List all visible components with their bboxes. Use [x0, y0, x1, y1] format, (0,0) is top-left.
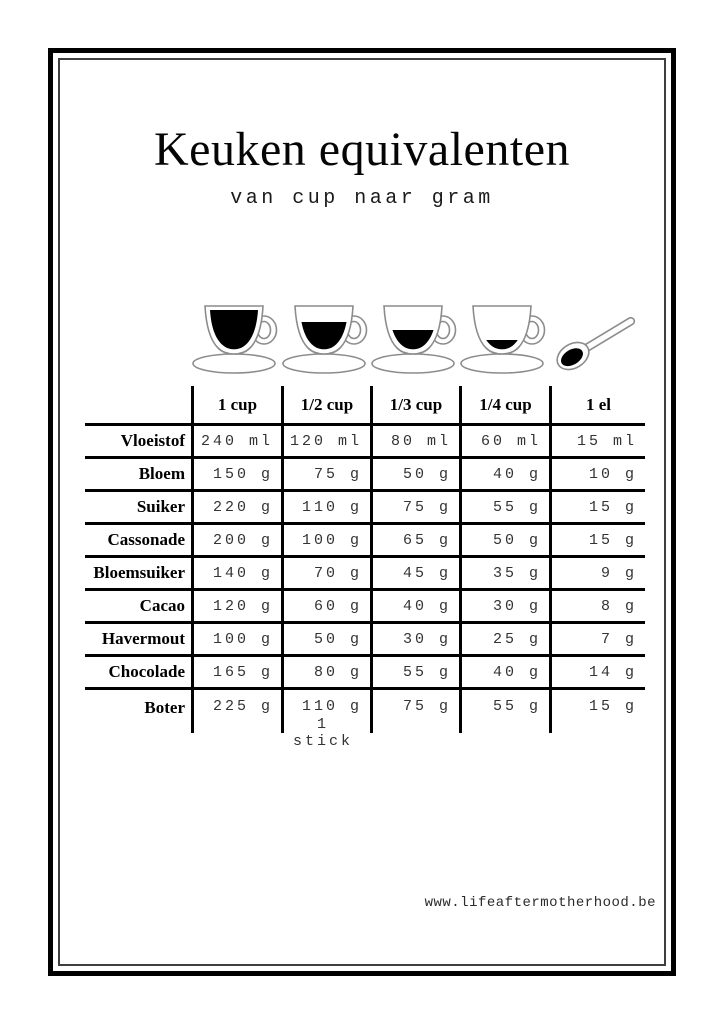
- row-label: Bloemsuiker: [85, 555, 191, 588]
- row-label: Vloeistof: [85, 423, 191, 456]
- cups-row-spacer: [85, 298, 191, 378]
- table-value: 30 g: [370, 621, 459, 654]
- table-value: 40 g: [459, 456, 549, 489]
- column-header-half-cup: 1/2 cup: [281, 386, 370, 423]
- column-header-1cup: 1 cup: [191, 386, 281, 423]
- page-subtitle: van cup naar gram: [230, 187, 494, 211]
- row-label: Havermout: [85, 621, 191, 654]
- table-value: 240 ml: [191, 423, 281, 456]
- table-value: 75 g: [281, 456, 370, 489]
- table-value: 110 g: [281, 489, 370, 522]
- table-value: 50 g: [459, 522, 549, 555]
- row-label: Chocolade: [85, 654, 191, 687]
- table-value: 14 g: [549, 654, 645, 687]
- table-value: 220 g: [191, 489, 281, 522]
- table-value: 80 g: [281, 654, 370, 687]
- table-value: 200 g: [191, 522, 281, 555]
- table-value: [281, 687, 370, 751]
- spoon-icon: [553, 300, 641, 378]
- table-corner-cell: [85, 386, 191, 423]
- table-value: 35 g: [459, 555, 549, 588]
- row-label: Cassonade: [85, 522, 191, 555]
- row-label: Boter: [85, 687, 191, 733]
- table-value: 40 g: [370, 588, 459, 621]
- table-value: 7 g: [549, 621, 645, 654]
- column-header-third-cup: 1/3 cup: [370, 386, 459, 423]
- table-value: 70 g: [281, 555, 370, 588]
- table-value-note: 1 stick: [292, 716, 353, 751]
- table-value: 100 g: [281, 522, 370, 555]
- table-value: 140 g: [191, 555, 281, 588]
- icon-cell-third-cup: [370, 298, 459, 378]
- row-label: Bloem: [85, 456, 191, 489]
- table-value: 15 g: [549, 687, 645, 733]
- table-value: 150 g: [191, 456, 281, 489]
- table-value: 55 g: [459, 489, 549, 522]
- cup-1-2-icon: [282, 300, 370, 378]
- table-value: 9 g: [549, 555, 645, 588]
- website-url: www.lifeaftermotherhood.be: [424, 895, 656, 911]
- cup-1-3-icon: [371, 300, 459, 378]
- table-value: 100 g: [191, 621, 281, 654]
- table-value: 50 g: [281, 621, 370, 654]
- icon-cell-spoon: [549, 298, 645, 378]
- table-value: 60 ml: [459, 423, 549, 456]
- table-value-text: 110 g: [301, 698, 362, 716]
- table-value: 45 g: [370, 555, 459, 588]
- table-value: 75 g: [370, 687, 459, 733]
- conversion-table: [85, 386, 645, 751]
- table-value: 80 ml: [370, 423, 459, 456]
- table-value: 10 g: [549, 456, 645, 489]
- outer-border-frame: [48, 48, 676, 976]
- table-value: 120 g: [191, 588, 281, 621]
- cup-icons-row: [85, 298, 645, 378]
- table-value: 25 g: [459, 621, 549, 654]
- icon-cell-half-cup: [281, 298, 370, 378]
- table-value: 50 g: [370, 456, 459, 489]
- table-value: 15 g: [549, 489, 645, 522]
- inner-border-frame: [58, 58, 666, 966]
- icon-cell-1cup: [191, 298, 281, 378]
- table-value: 75 g: [370, 489, 459, 522]
- table-value: 30 g: [459, 588, 549, 621]
- row-label: Cacao: [85, 588, 191, 621]
- table-value: 165 g: [191, 654, 281, 687]
- table-value: 55 g: [459, 687, 549, 733]
- table-value: 15 ml: [549, 423, 645, 456]
- table-value: 55 g: [370, 654, 459, 687]
- table-value: 40 g: [459, 654, 549, 687]
- cup-1-4-icon: [460, 300, 548, 378]
- page-title: Keuken equivalenten: [154, 123, 570, 176]
- cup-1-full-icon: [192, 300, 280, 378]
- table-value: 225 g: [191, 687, 281, 733]
- table-value: 65 g: [370, 522, 459, 555]
- row-label: Suiker: [85, 489, 191, 522]
- icon-cell-quarter-cup: [459, 298, 549, 378]
- table-value: 15 g: [549, 522, 645, 555]
- table-value: 120 ml: [281, 423, 370, 456]
- column-header-1el: 1 el: [549, 386, 645, 423]
- table-value: 60 g: [281, 588, 370, 621]
- table-value: 8 g: [549, 588, 645, 621]
- column-header-quarter-cup: 1/4 cup: [459, 386, 549, 423]
